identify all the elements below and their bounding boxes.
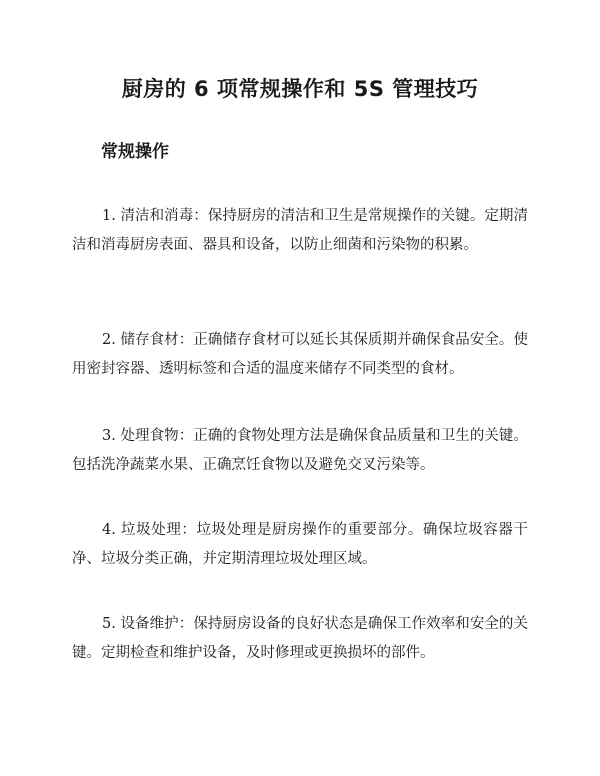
paragraph-food-handling: 3. 处理食物：正确的食物处理方法是确保食品质量和卫生的关键。包括洗净蔬菜水果、正确烹饪食物以及避免交叉污染等。: [72, 428, 528, 473]
paragraph-cleaning: 1. 清洁和消毒：保持厨房的清洁和卫生是常规操作的关键。定期清洁和消毒厨房表面、器具和设备，以防止细菌和污染物的积累。: [72, 208, 528, 253]
paragraph-waste: 4. 垃圾处理：垃圾处理是厨房操作的重要部分。确保垃圾容器干净、垃圾分类正确，并定期清理垃圾处理区域。: [72, 522, 528, 567]
paragraph-maintenance: 5. 设备维护：保持厨房设备的良好状态是确保工作效率和安全的关键。定期检查和维护设备，及时修理或更换损坏的部件。: [72, 616, 528, 661]
page-title: 厨房的 6 项常规操作和 5S 管理技巧: [121, 77, 479, 101]
section-heading: 常规操作: [101, 142, 169, 162]
paragraph-storage: 2. 储存食材：正确储存食材可以延长其保质期并确保食品安全。使用密封容器、透明标签和合适的温度来储存不同类型的食材。: [72, 332, 528, 377]
